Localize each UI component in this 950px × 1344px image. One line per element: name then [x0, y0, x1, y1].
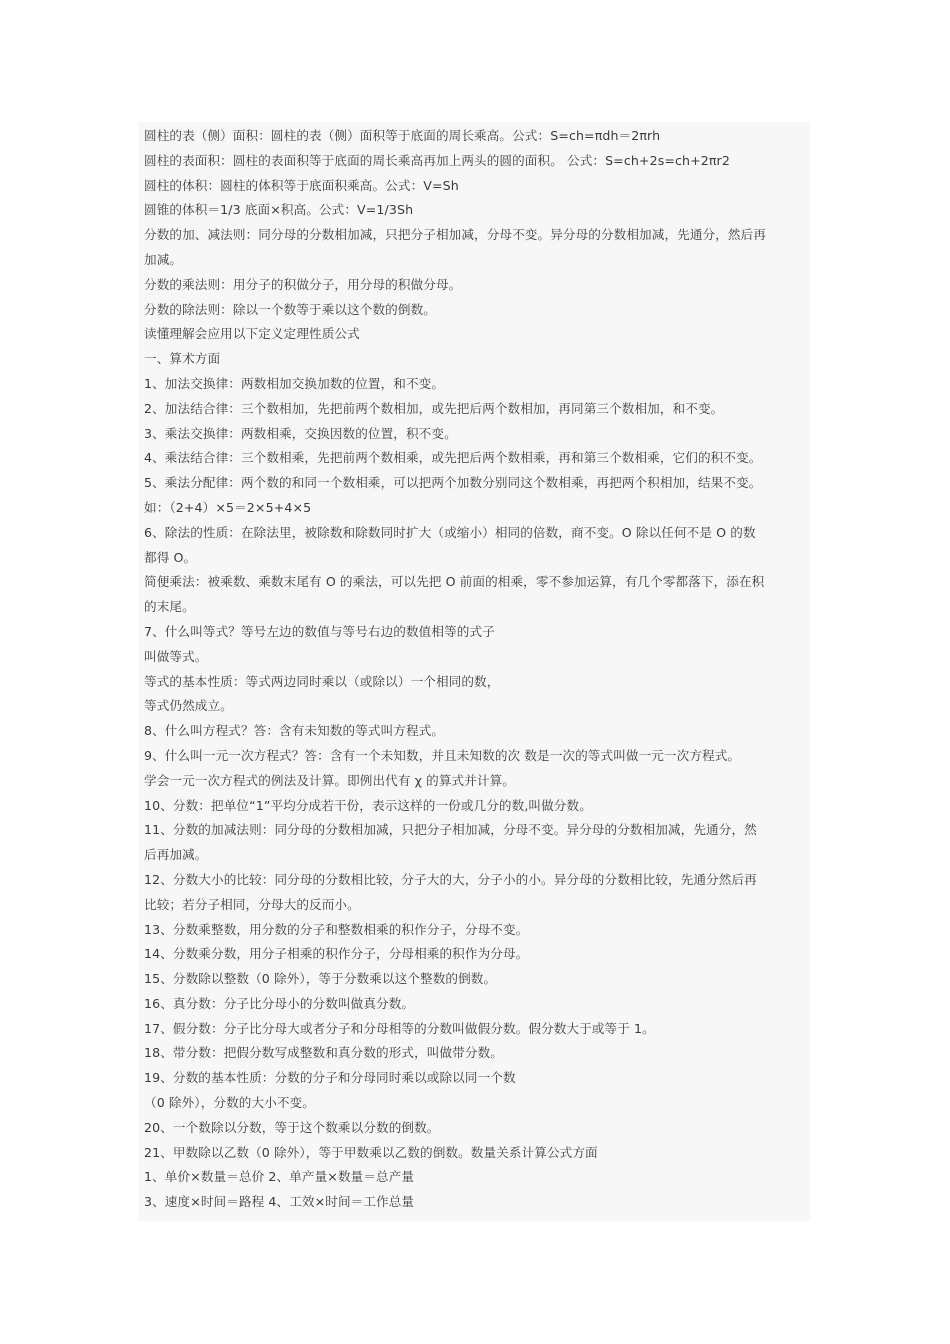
text-line: 分数的加、减法则：同分母的分数相加减，只把分子相加减，分母不变。异分母的分数相加减，先通分，然后再: [144, 227, 766, 243]
text-line: 的末尾。: [144, 599, 195, 615]
text-line: 5、乘法分配律：两个数的和同一个数相乘，可以把两个加数分别同这个数相乘，再把两个积相加，结果不变。: [144, 475, 762, 491]
text-line: 17、假分数：分子比分母大或者分子和分母相等的分数叫做假分数。假分数大于或等于 1。: [144, 1020, 655, 1036]
text-line: 12、分数大小的比较：同分母的分数相比较，分子大的大，分子小的小。异分母的分数相比较，先通分然后再: [144, 871, 757, 887]
text-line: 10、分数：把单位“1”平均分成若干份，表示这样的一份或几分的数,叫做分数。: [144, 797, 592, 813]
text-line: 16、真分数：分子比分母小的分数叫做真分数。: [144, 995, 415, 1011]
text-line: 6、除法的性质：在除法里，被除数和除数同时扩大（或缩小）相同的倍数，商不变。O 除以任何不是 O 的数: [144, 524, 756, 540]
text-line: 13、分数乘整数，用分数的分子和整数相乘的积作分子，分母不变。: [144, 921, 529, 937]
text-line: 8、什么叫方程式？答：含有未知数的等式叫方程式。: [144, 723, 445, 739]
text-line: 3、乘法交换律：两数相乘，交换因数的位置，积不变。: [144, 425, 457, 441]
text-line: 20、一个数除以分数，等于这个数乘以分数的倒数。: [144, 1119, 440, 1135]
text-line: 等式的基本性质：等式两边同时乘以（或除以）一个相同的数，: [144, 673, 500, 689]
text-line: 14、分数乘分数，用分子相乘的积作分子，分母相乘的积作为分母。: [144, 946, 529, 962]
text-line: 1、加法交换律：两数相加交换加数的位置，和不变。: [144, 375, 445, 391]
document-body: [138, 122, 810, 1221]
text-line: 后再加减。: [144, 847, 208, 863]
text-line: 比较；若分子相同，分母大的反而小。: [144, 896, 360, 912]
text-line: 2、加法结合律：三个数相加，先把前两个数相加，或先把后两个数相加，再同第三个数相加，和不变。: [144, 400, 724, 416]
text-line: 分数的乘法则：用分子的积做分子，用分母的积做分母。: [144, 276, 462, 292]
text-line: 21、甲数除以乙数（0 除外），等于甲数乘以乙数的倒数。数量关系计算公式方面: [144, 1144, 598, 1160]
text-line: 圆柱的体积：圆柱的体积等于底面积乘高。公式：V=Sh: [144, 177, 459, 193]
text-line: 圆柱的表面积：圆柱的表面积等于底面的周长乘高再加上两头的圆的面积。 公式：S=ch+2s=ch+2πr2: [144, 152, 730, 168]
text-line: （0 除外），分数的大小不变。: [144, 1095, 315, 1111]
text-line: 等式仍然成立。: [144, 698, 233, 714]
text-line: 一、算术方面: [144, 351, 221, 367]
text-line: 分数的除法则：除以一个数等于乘以这个数的倒数。: [144, 301, 436, 317]
text-line: 加减。: [144, 251, 183, 267]
text-line: 4、乘法结合律：三个数相乘，先把前两个数相乘，或先把后两个数相乘，再和第三个数相乘，它们的积不变。: [144, 450, 762, 466]
text-line: 都得 O。: [144, 549, 197, 565]
text-line: 简便乘法：被乘数、乘数末尾有 O 的乘法，可以先把 O 前面的相乘，零不参加运算，有几个零都落下，添在积: [144, 574, 765, 590]
text-line: 如：（2+4）×5＝2×5+4×5: [144, 499, 312, 515]
text-line: 学会一元一次方程式的例法及计算。即例出代有 χ 的算式并计算。: [144, 772, 516, 788]
text-line: 7、什么叫等式？等号左边的数值与等号右边的数值相等的式子: [144, 623, 495, 639]
text-line: 19、分数的基本性质：分数的分子和分母同时乘以或除以同一个数: [144, 1070, 516, 1086]
text-line: 叫做等式。: [144, 648, 208, 664]
text-line: 1、单价×数量＝总价 2、单产量×数量＝总产量: [144, 1169, 415, 1185]
text-line: 3、速度×时间＝路程 4、工效×时间＝工作总量: [144, 1194, 415, 1210]
text-line: 圆柱的表（侧）面积：圆柱的表（侧）面积等于底面的周长乘高。公式：S=ch=πdh＝2πrh: [144, 128, 661, 143]
text-line: 9、什么叫一元一次方程式？答：含有一个未知数，并且未知数的次 数是一次的等式叫做一元一次方程式。: [144, 747, 741, 763]
text-line: 18、带分数：把假分数写成整数和真分数的形式，叫做带分数。: [144, 1045, 503, 1061]
text-line: 11、分数的加减法则：同分母的分数相加减，只把分子相加减，分母不变。异分母的分数相加减，先通分，然: [144, 822, 757, 838]
text-line: 圆锥的体积＝1/3 底面×积高。公式：V=1/3Sh: [144, 202, 414, 218]
text-line: 读懂理解会应用以下定义定理性质公式: [144, 326, 360, 342]
text-line: 15、分数除以整数（0 除外），等于分数乘以这个整数的倒数。: [144, 971, 497, 987]
